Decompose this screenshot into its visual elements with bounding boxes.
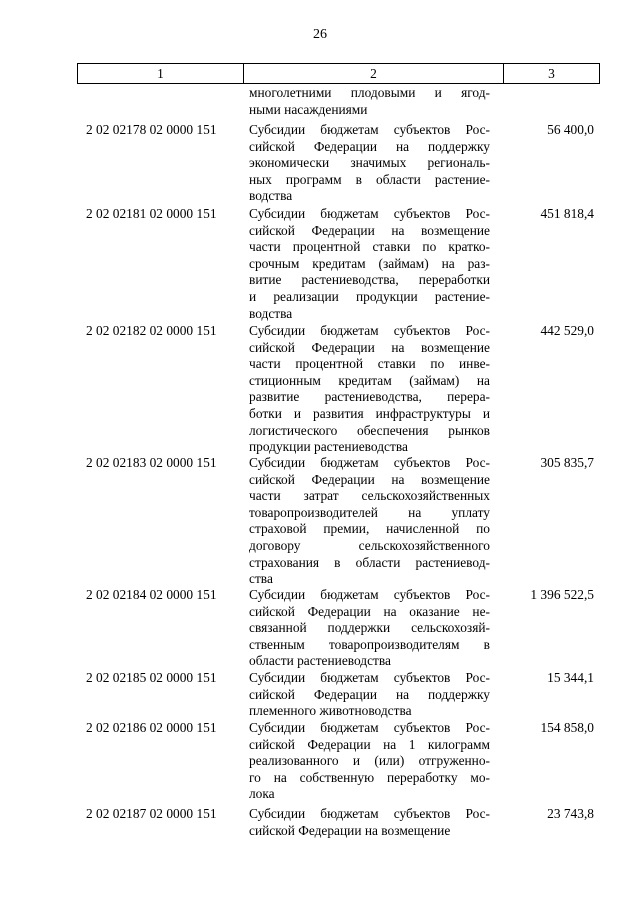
description-line: лока	[249, 786, 275, 802]
description-line: сийской Федерации на возмещение	[249, 339, 490, 355]
description-line: реализованного и (или) отгруженно-	[249, 753, 490, 769]
description-line: го на собственную переработку мо-	[249, 769, 490, 785]
description	[249, 806, 490, 839]
description-line: товаропроизводителей на уплату	[249, 504, 490, 520]
amount: 154 858,0	[540, 720, 594, 735]
budget-code: 2 02 02187 02 0000 151	[86, 806, 217, 821]
description-line: срочным кредитам (займам) на раз-	[249, 255, 490, 271]
header-col-1: 1	[78, 64, 244, 83]
table-header	[77, 63, 600, 84]
amount: 451 818,4	[540, 206, 594, 221]
amount: 1 396 522,5	[530, 587, 594, 602]
description-line: ных программ в области растение-	[249, 171, 490, 187]
description-line: Субсидии бюджетам субъектов Рос-	[249, 122, 490, 137]
description-line: страховой премии, начисленной по	[249, 521, 490, 537]
page-number: 26	[313, 27, 327, 42]
description-line: племенного животноводства	[249, 703, 412, 719]
budget-code: 2 02 02182 02 0000 151	[86, 323, 217, 338]
description-line: ными насаждениями	[249, 101, 368, 117]
description-line: части процентной ставки по инве-	[249, 356, 490, 372]
budget-code: 2 02 02181 02 0000 151	[86, 206, 217, 221]
budget-code: 2 02 02183 02 0000 151	[86, 455, 217, 470]
description-line: сийской Федерации на возмещение	[249, 222, 490, 238]
amount: 305 835,7	[540, 455, 594, 470]
description-line: витие растениеводства, переработки	[249, 272, 490, 288]
header-col-3: 3	[548, 66, 555, 81]
description-line: области растениеводства	[249, 653, 392, 669]
description-line: ботки и развития инфраструктуры и	[249, 405, 490, 421]
description-line: развитие растениеводства, перера-	[249, 389, 490, 405]
description	[249, 122, 490, 205]
budget-code: 2 02 02184 02 0000 151	[86, 587, 217, 602]
description-line: части затрат сельскохозяйственных	[249, 488, 490, 504]
amount: 442 529,0	[540, 323, 594, 338]
header-col-2: 2	[244, 64, 504, 83]
description-line: части процентной ставки по кратко-	[249, 239, 490, 255]
description	[249, 720, 490, 803]
amount: 15 344,1	[547, 670, 594, 685]
description	[249, 670, 490, 720]
description-line: связанной поддержки сельскохозяй-	[249, 620, 490, 636]
description-line: Субсидии бюджетам субъектов Рос-	[249, 455, 490, 470]
budget-code: 2 02 02186 02 0000 151	[86, 720, 217, 735]
description-line: Субсидии бюджетам субъектов Рос-	[249, 323, 490, 338]
description-line: сийской Федерации на поддержку	[249, 138, 490, 154]
description-line: договору сельскохозяйственного	[249, 537, 490, 553]
description-line: экономически значимых региональ-	[249, 155, 490, 171]
description	[249, 587, 490, 670]
amount: 56 400,0	[547, 122, 594, 137]
description	[249, 455, 490, 588]
description-line: и реализации продукции растение-	[249, 288, 490, 304]
description-line: Субсидии бюджетам субъектов Рос-	[249, 587, 490, 602]
description-line: ства	[249, 571, 273, 587]
description	[249, 206, 490, 322]
description-line: сийской Федерации на возмещение	[249, 822, 451, 838]
description-line: сийской Федерации на поддержку	[249, 686, 490, 702]
description-line: сийской Федерации на оказание не-	[249, 603, 490, 619]
description-line: продукции растениеводства	[249, 439, 408, 455]
description-line: сийской Федерации на 1 килограмм	[249, 736, 490, 752]
description-line: логистического обеспечения рынков	[249, 422, 490, 438]
description-line: многолетними плодовыми и ягод-	[249, 85, 490, 100]
description-line: страхования в области растениевод-	[249, 554, 490, 570]
description-line: стиционным кредитам (займам) на	[249, 372, 490, 388]
description-line: водства	[249, 188, 293, 204]
description-line: водства	[249, 305, 293, 321]
description-line: Субсидии бюджетам субъектов Рос-	[249, 206, 490, 221]
continuation-text	[249, 85, 490, 118]
amount: 23 743,8	[547, 806, 594, 821]
description-line: Субсидии бюджетам субъектов Рос-	[249, 806, 490, 821]
description-line: Субсидии бюджетам субъектов Рос-	[249, 720, 490, 735]
description-line: сийской Федерации на возмещение	[249, 471, 490, 487]
description-line: ственным товаропроизводителям в	[249, 636, 490, 652]
budget-code: 2 02 02178 02 0000 151	[86, 122, 217, 137]
budget-code: 2 02 02185 02 0000 151	[86, 670, 217, 685]
description	[249, 323, 490, 456]
description-line: Субсидии бюджетам субъектов Рос-	[249, 670, 490, 685]
